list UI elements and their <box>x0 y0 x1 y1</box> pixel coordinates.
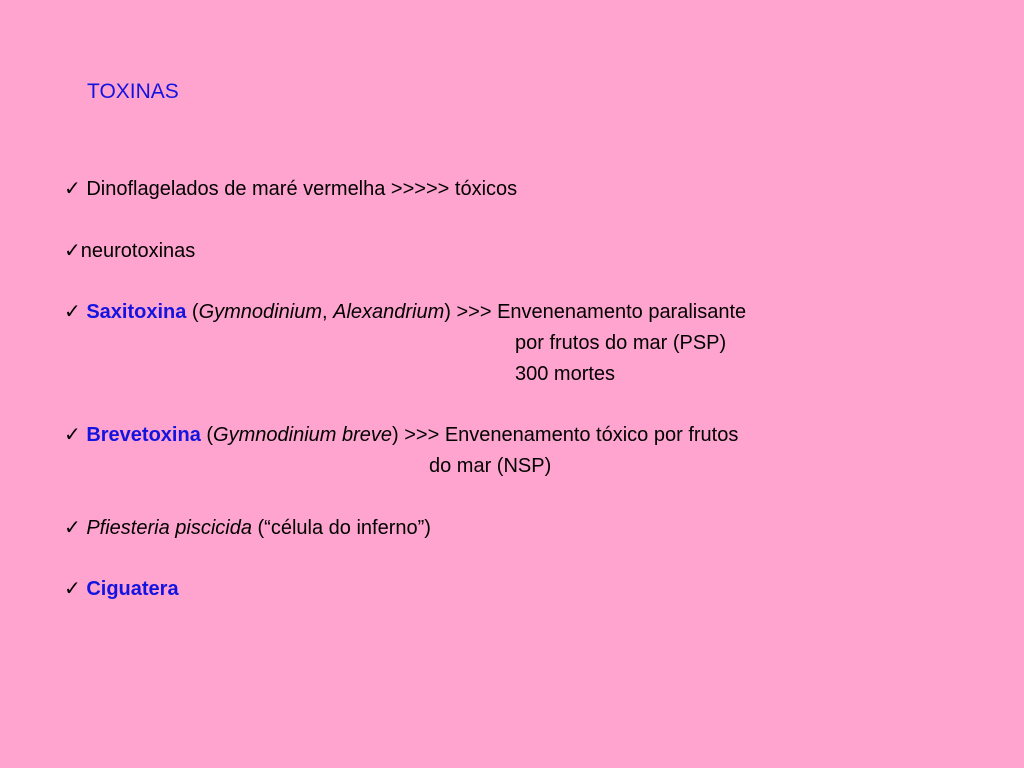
bullet-brevetoxina <box>64 422 738 448</box>
bullet-text: neurotoxinas <box>80 240 196 262</box>
genus-name: Gymnodinium <box>198 301 322 323</box>
bullet-text: ) >>> Envenenamento paralisante <box>444 301 747 323</box>
species-name: Gymnodinium breve <box>213 424 393 446</box>
genus-name: Alexandrium <box>333 301 445 323</box>
bullet-dinoflagelados <box>64 176 517 202</box>
checkmark-icon: ✓ <box>64 424 81 446</box>
bullet-text: Dinoflagelados de maré vermelha >>>>> tóxicos <box>80 178 518 200</box>
checkmark-icon: ✓ <box>64 517 81 539</box>
checkmark-icon: ✓ <box>64 178 81 200</box>
species-name: Pfiesteria piscicida <box>86 517 252 539</box>
bullet-continuation: do mar (NSP) <box>429 455 552 477</box>
checkmark-icon: ✓ <box>64 301 81 323</box>
checkmark-icon: ✓ <box>64 240 81 262</box>
toxin-name: Ciguatera <box>86 578 179 600</box>
bullet-continuation: por frutos do mar (PSP) <box>515 332 727 354</box>
toxin-name: Saxitoxina <box>86 301 187 323</box>
bullet-text: (“célula do inferno”) <box>251 517 431 539</box>
bullet-ciguatera <box>64 576 179 602</box>
bullet-continuation: 300 mortes <box>515 363 616 385</box>
separator: , <box>321 301 334 323</box>
bullet-saxitoxina <box>64 299 746 325</box>
slide-title: TOXINAS <box>87 80 179 103</box>
checkmark-icon: ✓ <box>64 578 81 600</box>
bullet-text: ) >>> Envenenamento tóxico por frutos <box>392 424 739 446</box>
bullet-pfiesteria <box>64 515 431 541</box>
toxin-name: Brevetoxina <box>86 424 201 446</box>
paren-open: ( <box>186 301 199 323</box>
bullet-neurotoxinas <box>64 238 195 264</box>
paren-open: ( <box>200 424 214 446</box>
